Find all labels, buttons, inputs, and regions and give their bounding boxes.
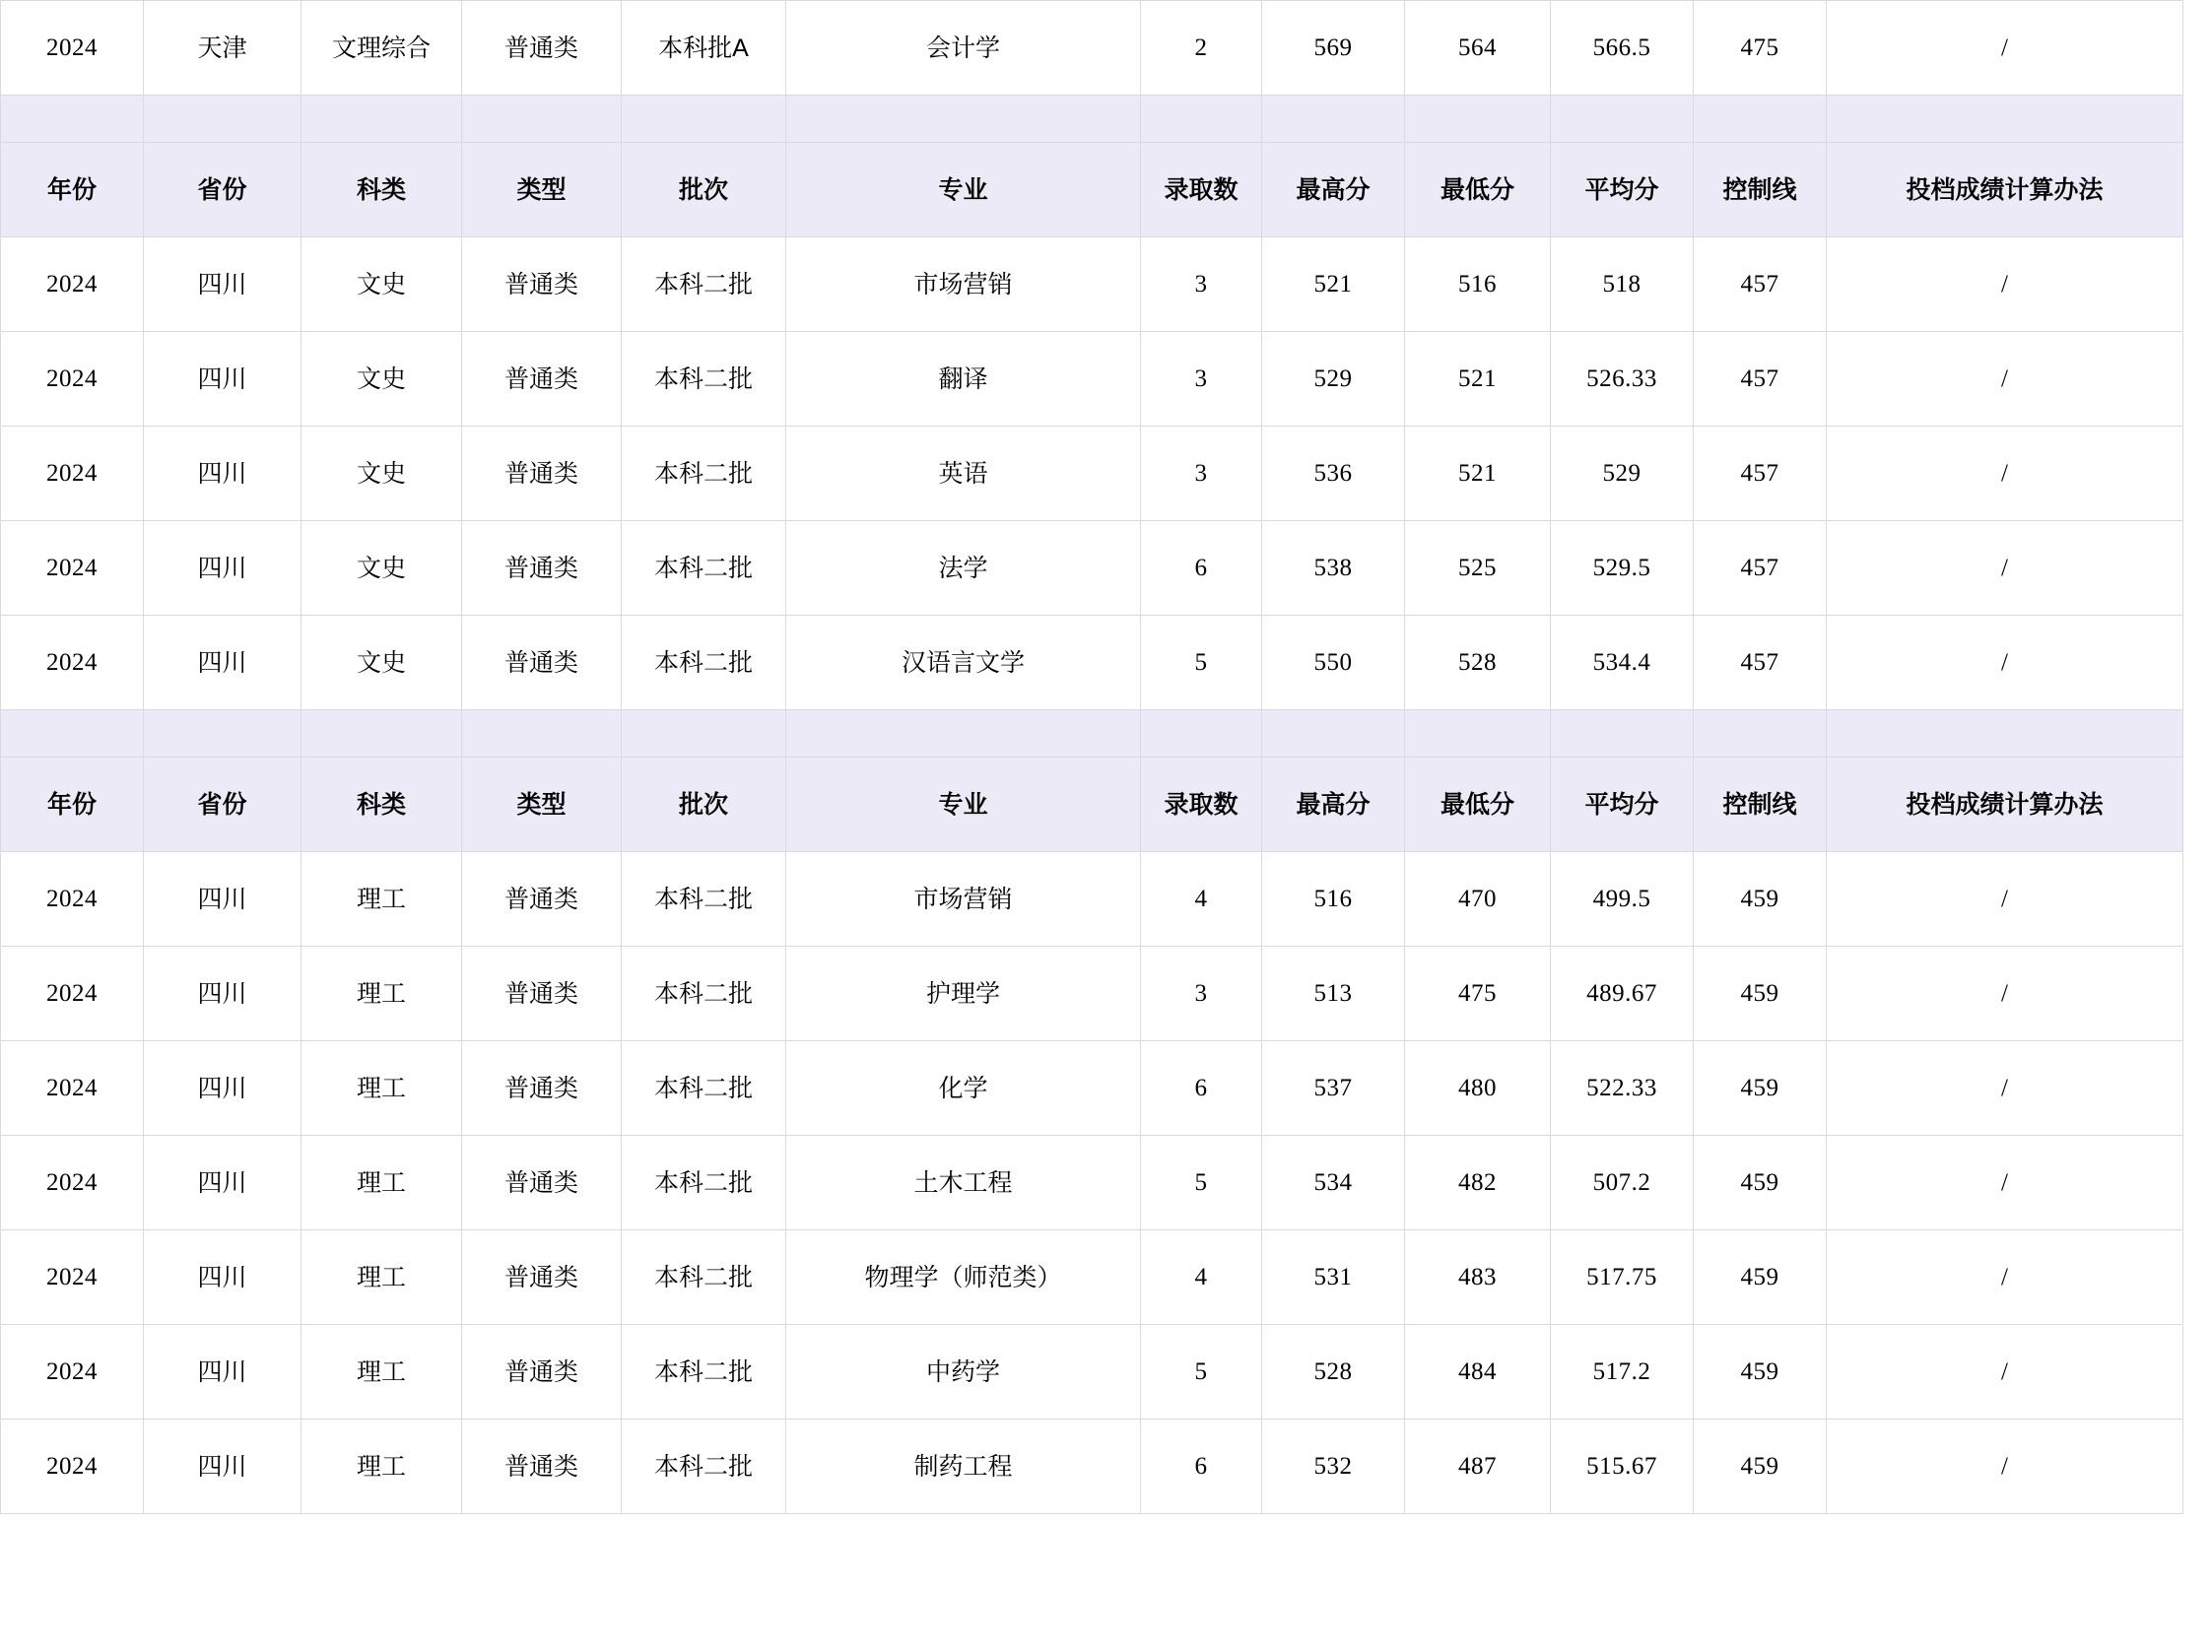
cell-4: 本科二批 [622,1420,786,1514]
column-header-1: 省份 [144,758,302,852]
cell-4: 本科二批 [622,237,786,332]
spacer-cell [786,710,1141,758]
spacer-cell [1551,710,1694,758]
cell-10: 459 [1694,1041,1827,1136]
cell-8: 483 [1405,1230,1551,1325]
cell-9: 566.5 [1551,1,1694,96]
cell-3: 普通类 [462,427,622,521]
cell-7: 521 [1262,237,1405,332]
cell-10: 459 [1694,1230,1827,1325]
cell-1: 四川 [144,616,302,710]
spacer-cell [1827,710,2183,758]
column-header-5: 专业 [786,758,1141,852]
cell-3: 普通类 [462,1325,622,1420]
cell-1: 四川 [144,1325,302,1420]
column-header-5: 专业 [786,143,1141,237]
cell-6: 3 [1141,947,1262,1041]
cell-2: 文史 [302,332,462,427]
column-header-11: 投档成绩计算办法 [1827,143,2183,237]
cell-3: 普通类 [462,1136,622,1230]
cell-10: 459 [1694,1325,1827,1420]
cell-11: / [1827,332,2183,427]
cell-4: 本科二批 [622,616,786,710]
cell-2: 文史 [302,237,462,332]
cell-11: / [1827,1,2183,96]
spacer-cell [622,96,786,143]
sheet-bottom-padding [0,1514,2212,1652]
cell-6: 5 [1141,1136,1262,1230]
cell-3: 普通类 [462,237,622,332]
cell-6: 3 [1141,427,1262,521]
table-body [1,1,2183,1514]
cell-10: 459 [1694,1420,1827,1514]
cell-3: 普通类 [462,521,622,616]
cell-8: 482 [1405,1136,1551,1230]
spacer-cell [1827,96,2183,143]
column-header-1: 省份 [144,143,302,237]
cell-5: 市场营销 [786,852,1141,947]
cell-11: / [1827,1325,2183,1420]
cell-1: 四川 [144,332,302,427]
cell-5: 会计学 [786,1,1141,96]
cell-11: / [1827,947,2183,1041]
cell-0: 2024 [1,616,144,710]
spacer-cell [1141,710,1262,758]
column-header-7: 最高分 [1262,143,1405,237]
table-row [1,852,2183,947]
cell-0: 2024 [1,427,144,521]
column-header-10: 控制线 [1694,758,1827,852]
column-header-11: 投档成绩计算办法 [1827,758,2183,852]
cell-8: 521 [1405,332,1551,427]
cell-10: 459 [1694,1136,1827,1230]
table-row [1,1230,2183,1325]
cell-3: 普通类 [462,1420,622,1514]
cell-5: 化学 [786,1041,1141,1136]
column-header-6: 录取数 [1141,143,1262,237]
cell-7: 531 [1262,1230,1405,1325]
cell-2: 文史 [302,521,462,616]
cell-9: 522.33 [1551,1041,1694,1136]
column-header-4: 批次 [622,758,786,852]
spacer-cell [1141,96,1262,143]
cell-11: / [1827,852,2183,947]
cell-10: 475 [1694,1,1827,96]
column-header-4: 批次 [622,143,786,237]
table-row [1,1041,2183,1136]
cell-1: 四川 [144,1230,302,1325]
cell-6: 4 [1141,852,1262,947]
cell-6: 6 [1141,1420,1262,1514]
table-row [1,1136,2183,1230]
cell-10: 457 [1694,616,1827,710]
cell-10: 459 [1694,852,1827,947]
cell-1: 四川 [144,947,302,1041]
cell-0: 2024 [1,1041,144,1136]
cell-5: 汉语言文学 [786,616,1141,710]
cell-8: 516 [1405,237,1551,332]
cell-1: 四川 [144,521,302,616]
cell-2: 理工 [302,1325,462,1420]
spacer-cell [144,710,302,758]
cell-8: 528 [1405,616,1551,710]
spacer-cell [1405,96,1551,143]
cell-11: / [1827,1041,2183,1136]
column-header-7: 最高分 [1262,758,1405,852]
cell-3: 普通类 [462,1041,622,1136]
cell-8: 521 [1405,427,1551,521]
cell-7: 569 [1262,1,1405,96]
cell-4: 本科二批 [622,1041,786,1136]
cell-4: 本科二批 [622,852,786,947]
cell-6: 3 [1141,332,1262,427]
section-spacer-row [1,710,2183,758]
cell-5: 护理学 [786,947,1141,1041]
cell-4: 本科二批 [622,1136,786,1230]
cell-1: 四川 [144,1420,302,1514]
cell-5: 物理学（师范类） [786,1230,1141,1325]
column-header-3: 类型 [462,143,622,237]
table-row [1,947,2183,1041]
cell-2: 理工 [302,1041,462,1136]
cell-0: 2024 [1,332,144,427]
cell-11: / [1827,427,2183,521]
cell-2: 文史 [302,616,462,710]
cell-4: 本科二批 [622,1230,786,1325]
spacer-cell [1405,710,1551,758]
cell-9: 489.67 [1551,947,1694,1041]
cell-2: 理工 [302,1420,462,1514]
cell-9: 534.4 [1551,616,1694,710]
cell-8: 484 [1405,1325,1551,1420]
column-header-3: 类型 [462,758,622,852]
cell-7: 532 [1262,1420,1405,1514]
cell-6: 3 [1141,237,1262,332]
column-header-2: 科类 [302,143,462,237]
cell-7: 529 [1262,332,1405,427]
cell-1: 四川 [144,1136,302,1230]
table-row [1,427,2183,521]
cell-1: 天津 [144,1,302,96]
table-row [1,332,2183,427]
cell-0: 2024 [1,947,144,1041]
cell-2: 理工 [302,947,462,1041]
cell-11: / [1827,1420,2183,1514]
cell-7: 538 [1262,521,1405,616]
table-row [1,616,2183,710]
cell-3: 普通类 [462,947,622,1041]
cell-11: / [1827,237,2183,332]
spacer-cell [1,96,144,143]
cell-9: 526.33 [1551,332,1694,427]
spacer-cell [786,96,1141,143]
column-header-9: 平均分 [1551,143,1694,237]
cell-2: 理工 [302,852,462,947]
cell-8: 470 [1405,852,1551,947]
cell-11: / [1827,1230,2183,1325]
cell-3: 普通类 [462,1,622,96]
cell-3: 普通类 [462,616,622,710]
cell-3: 普通类 [462,332,622,427]
cell-4: 本科二批 [622,1325,786,1420]
cell-2: 理工 [302,1136,462,1230]
cell-6: 4 [1141,1230,1262,1325]
spacer-cell [144,96,302,143]
cell-7: 550 [1262,616,1405,710]
table-header-row [1,143,2183,237]
cell-6: 2 [1141,1,1262,96]
cell-3: 普通类 [462,1230,622,1325]
cell-1: 四川 [144,852,302,947]
cell-0: 2024 [1,852,144,947]
cell-8: 487 [1405,1420,1551,1514]
column-header-8: 最低分 [1405,143,1551,237]
cell-7: 536 [1262,427,1405,521]
cell-10: 457 [1694,237,1827,332]
cell-6: 6 [1141,1041,1262,1136]
cell-0: 2024 [1,1420,144,1514]
cell-3: 普通类 [462,852,622,947]
cell-1: 四川 [144,237,302,332]
column-header-9: 平均分 [1551,758,1694,852]
cell-6: 6 [1141,521,1262,616]
cell-9: 499.5 [1551,852,1694,947]
table-header-row [1,758,2183,852]
column-header-10: 控制线 [1694,143,1827,237]
cell-9: 507.2 [1551,1136,1694,1230]
cell-2: 文史 [302,427,462,521]
cell-0: 2024 [1,521,144,616]
spacer-cell [302,96,462,143]
cell-7: 537 [1262,1041,1405,1136]
cell-8: 475 [1405,947,1551,1041]
cell-9: 517.75 [1551,1230,1694,1325]
cell-11: / [1827,1136,2183,1230]
cell-6: 5 [1141,1325,1262,1420]
cell-0: 2024 [1,1325,144,1420]
cell-8: 564 [1405,1,1551,96]
spacer-cell [1694,710,1827,758]
column-header-0: 年份 [1,758,144,852]
cell-8: 525 [1405,521,1551,616]
column-header-8: 最低分 [1405,758,1551,852]
column-header-6: 录取数 [1141,758,1262,852]
cell-10: 457 [1694,427,1827,521]
cell-5: 法学 [786,521,1141,616]
cell-9: 518 [1551,237,1694,332]
cell-11: / [1827,616,2183,710]
cell-9: 529.5 [1551,521,1694,616]
spacer-cell [462,96,622,143]
cell-7: 528 [1262,1325,1405,1420]
cell-9: 515.67 [1551,1420,1694,1514]
cell-7: 534 [1262,1136,1405,1230]
cell-1: 四川 [144,427,302,521]
cell-5: 制药工程 [786,1420,1141,1514]
cell-4: 本科二批 [622,427,786,521]
table-row [1,237,2183,332]
cell-5: 中药学 [786,1325,1141,1420]
cell-5: 土木工程 [786,1136,1141,1230]
table-row [1,1420,2183,1514]
cell-9: 529 [1551,427,1694,521]
cell-4: 本科二批 [622,947,786,1041]
cell-5: 翻译 [786,332,1141,427]
column-header-2: 科类 [302,758,462,852]
table-row [1,521,2183,616]
cell-1: 四川 [144,1041,302,1136]
spacer-cell [462,710,622,758]
cell-4: 本科二批 [622,332,786,427]
cell-10: 459 [1694,947,1827,1041]
cell-11: / [1827,521,2183,616]
cell-0: 2024 [1,1136,144,1230]
cell-5: 市场营销 [786,237,1141,332]
cell-0: 2024 [1,237,144,332]
cell-2: 理工 [302,1230,462,1325]
cell-6: 5 [1141,616,1262,710]
cell-5: 英语 [786,427,1141,521]
spacer-cell [302,710,462,758]
spacer-cell [1262,96,1405,143]
spacer-cell [622,710,786,758]
spacer-cell [1262,710,1405,758]
spacer-cell [1551,96,1694,143]
cell-4: 本科批A [622,1,786,96]
cell-10: 457 [1694,521,1827,616]
column-header-0: 年份 [1,143,144,237]
cell-9: 517.2 [1551,1325,1694,1420]
table-row [1,1325,2183,1420]
cell-8: 480 [1405,1041,1551,1136]
cell-7: 513 [1262,947,1405,1041]
table-row [1,1,2183,96]
cell-7: 516 [1262,852,1405,947]
spacer-cell [1694,96,1827,143]
section-spacer-row [1,96,2183,143]
cell-0: 2024 [1,1,144,96]
cell-2: 文理综合 [302,1,462,96]
cell-10: 457 [1694,332,1827,427]
cell-4: 本科二批 [622,521,786,616]
spacer-cell [1,710,144,758]
cell-0: 2024 [1,1230,144,1325]
